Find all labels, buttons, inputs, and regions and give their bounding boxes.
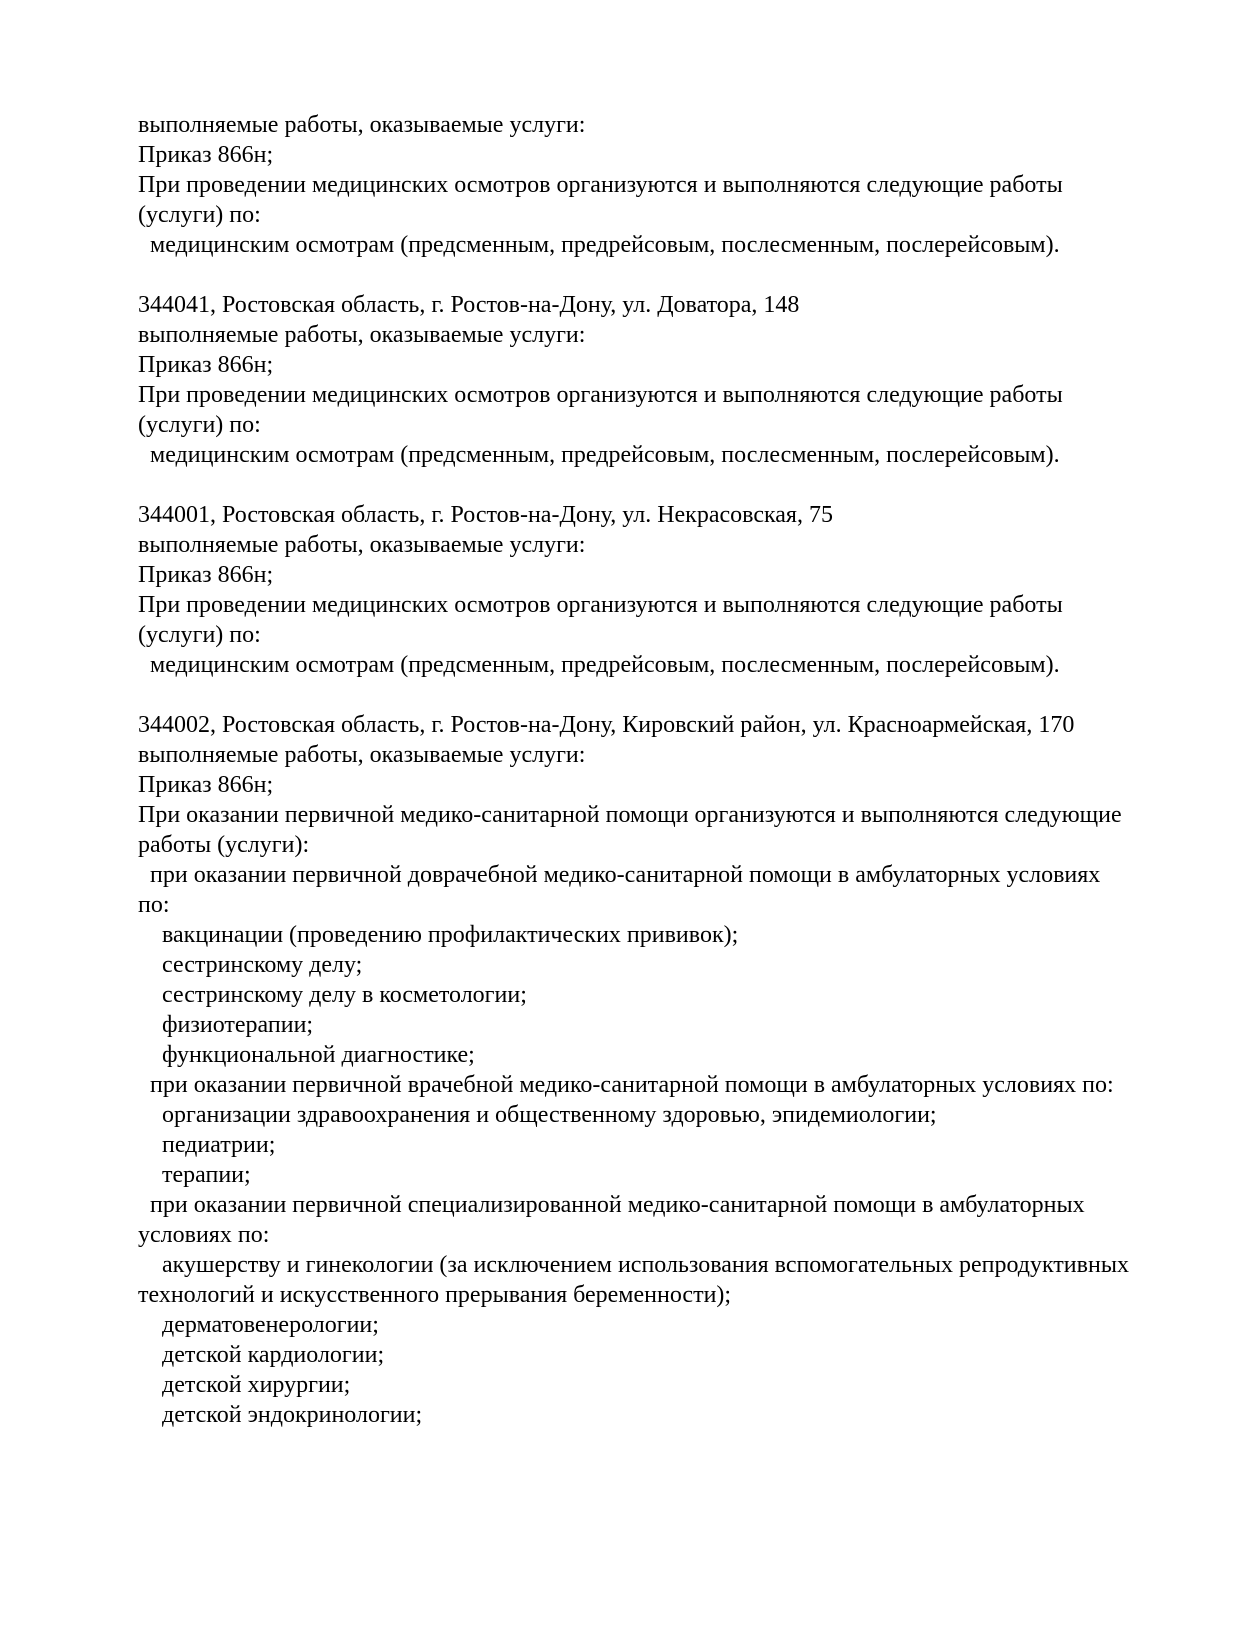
works-description-line: При проведении медицинских осмотров организуются и выполняются следующие работы <box>138 172 1063 198</box>
service-item-line: детской эндокринологии; <box>138 1402 423 1428</box>
service-item-line: дерматовенерологии; <box>138 1312 379 1338</box>
license-block-nekrasovskaya <box>138 500 1178 680</box>
service-item-line: акушерству и гинекологии (за исключением использования вспомогательных репродуктивных <box>138 1252 1129 1278</box>
address-line: 344041, Ростовская область, г. Ростов-на-Дону, ул. Доватора, 148 <box>138 292 800 318</box>
address-line: 344001, Ростовская область, г. Ростов-на-Дону, ул. Некрасовская, 75 <box>138 502 833 528</box>
license-block-krasnoarmeyskaya <box>138 710 1178 1430</box>
service-item-line: медицинским осмотрам (предсменным, предрейсовым, послесменным, послерейсовым). <box>138 652 1060 678</box>
works-description-line: При проведении медицинских осмотров организуются и выполняются следующие работы <box>138 592 1063 618</box>
care-category-line: условиях по: <box>138 1222 270 1248</box>
service-item-line: сестринскому делу; <box>138 952 363 978</box>
service-item-line: детской хирургии; <box>138 1372 351 1398</box>
service-item-line: технологий и искусственного прерывания беременности); <box>138 1282 732 1308</box>
service-item-line: физиотерапии; <box>138 1012 314 1038</box>
works-services-label: выполняемые работы, оказываемые услуги: <box>138 322 586 348</box>
service-item-line: функциональной диагностике; <box>138 1042 475 1068</box>
document-content <box>138 110 1178 1430</box>
service-item-line: медицинским осмотрам (предсменным, предрейсовым, послесменным, послерейсовым). <box>138 442 1060 468</box>
service-item-line: организации здравоохранения и общественному здоровью, эпидемиологии; <box>138 1102 937 1128</box>
works-description-line: При проведении медицинских осмотров организуются и выполняются следующие работы <box>138 382 1063 408</box>
works-services-label: выполняемые работы, оказываемые услуги: <box>138 112 586 138</box>
works-description-line: При оказании первичной медико-санитарной помощи организуются и выполняются следующие <box>138 802 1122 828</box>
care-category-line: по: <box>138 892 170 918</box>
care-category-line: при оказании первичной доврачебной медико-санитарной помощи в амбулаторных условиях <box>138 862 1101 888</box>
address-line: 344002, Ростовская область, г. Ростов-на-Дону, Кировский район, ул. Красноармейская, 170 <box>138 712 1075 738</box>
works-description-line: (услуги) по: <box>138 412 261 438</box>
service-item-line: терапии; <box>138 1162 251 1188</box>
service-item-line: детской кардиологии; <box>138 1342 385 1368</box>
works-description-line: (услуги) по: <box>138 622 261 648</box>
service-item-line: сестринскому делу в косметологии; <box>138 982 527 1008</box>
service-item-line: медицинским осмотрам (предсменным, предрейсовым, послесменным, послерейсовым). <box>138 232 1060 258</box>
order-number-line: Приказ 866н; <box>138 142 274 168</box>
order-number-line: Приказ 866н; <box>138 772 274 798</box>
works-description-line: работы (услуги): <box>138 832 310 858</box>
service-item-line: педиатрии; <box>138 1132 276 1158</box>
service-item-line: вакцинации (проведению профилактических прививок); <box>138 922 739 948</box>
works-services-label: выполняемые работы, оказываемые услуги: <box>138 532 586 558</box>
works-description-line: (услуги) по: <box>138 202 261 228</box>
care-category-line: при оказании первичной специализированной медико-санитарной помощи в амбулаторных <box>138 1192 1085 1218</box>
order-number-line: Приказ 866н; <box>138 352 274 378</box>
care-category-line: при оказании первичной врачебной медико-санитарной помощи в амбулаторных условиях по: <box>138 1072 1114 1098</box>
license-block-dovatora <box>138 290 1178 470</box>
order-number-line: Приказ 866н; <box>138 562 274 588</box>
license-block-continuation <box>138 110 1178 260</box>
works-services-label: выполняемые работы, оказываемые услуги: <box>138 742 586 768</box>
